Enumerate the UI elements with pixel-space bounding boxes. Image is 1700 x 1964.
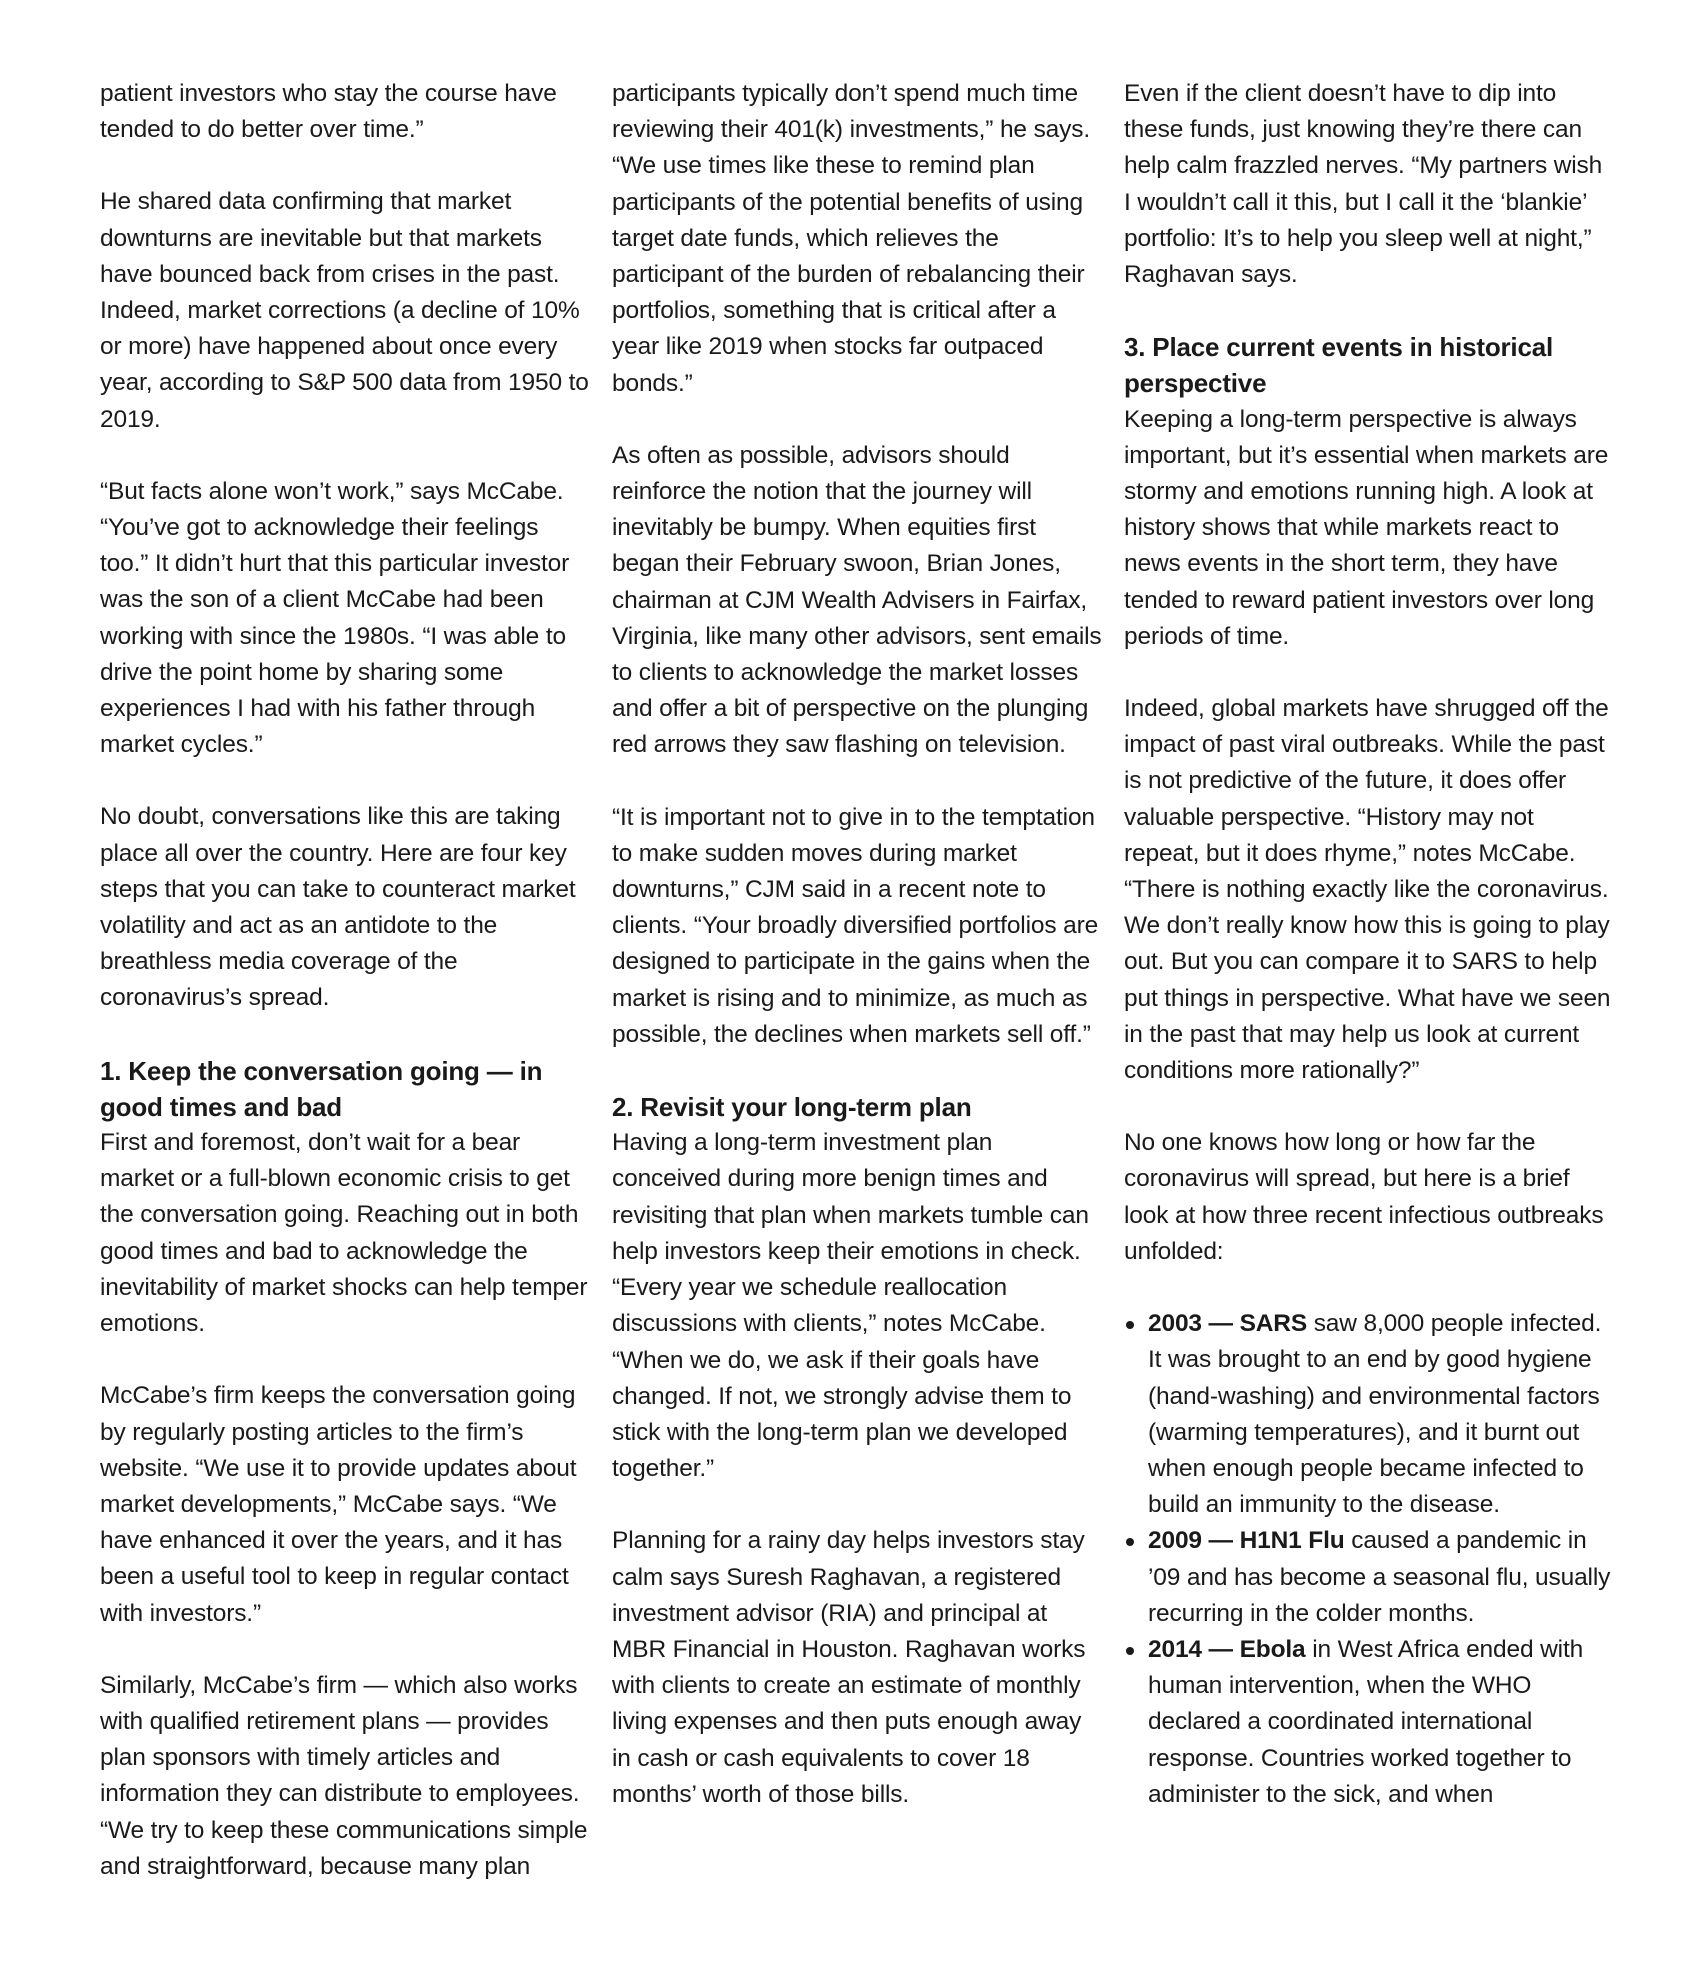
body-paragraph: participants typically don’t spend much time reviewing their 401(k) investments,” he says. “We use times like these to remind plan participants of the potential benefits of using target date funds, which relieves the participant of the burden of rebalancing their portfolios, something that is critical after a year like 2019 when stocks far outpaced bonds.” xyxy=(612,80,1090,397)
section-heading: 1. Keep the conversation going — in good times and bad xyxy=(100,1055,543,1122)
outbreak-label: 2009 — H1N1 Flu xyxy=(1148,1527,1345,1555)
outbreak-label: 2014 — Ebola xyxy=(1148,1635,1306,1663)
outbreak-list-item xyxy=(1124,1523,1614,1632)
body-paragraph: Planning for a rainy day helps investors stay calm says Suresh Raghavan, a registered investment advisor (RIA) and principal at MBR Financial in Houston. Raghavan works with clients to create an estimate of monthly living expenses and then puts enough away in cash or cash equivalents to cover 18 months’ worth of those bills. xyxy=(612,1527,1086,1808)
section-heading: 3. Place current events in historical perspective xyxy=(1124,332,1554,399)
section-heading: 2. Revisit your long-term plan xyxy=(612,1092,972,1123)
outbreak-description: caused a pandemic in ’09 and has become a seasonal flu, usually recurring in the colder months. xyxy=(1148,1527,1611,1627)
body-paragraph: Keeping a long-term perspective is always important, but it’s essential when markets are stormy and emotions running high. A look at history shows that while markets react to news events in the short term, they have tended to reward patient investors over long periods of time. xyxy=(1124,405,1609,650)
body-paragraph: Even if the client doesn’t have to dip into these funds, just knowing they’re there can help calm frazzled nerves. “My partners wish I wouldn’t call it this, but I call it the ‘blankie’ portfolio: It’s to help you sleep well at night,” Raghavan says. xyxy=(1124,80,1603,289)
text-column-1 xyxy=(100,76,590,1921)
outbreak-label: 2003 — SARS xyxy=(1148,1310,1308,1338)
body-paragraph: He shared data confirming that market downturns are inevitable but that markets have bounced back from crises in the past. Indeed, market corrections (a decline of 10% or more) have happened about once every year, according to S&P 500 data from 1950 to 2019. xyxy=(100,188,589,433)
outbreak-description: saw 8,000 people infected. It was brought to an end by good hygiene (hand-washing) and environmental factors (warming temperatures), and it burnt out when enough people became infected to build an immunity to the disease. xyxy=(1148,1310,1602,1519)
body-paragraph: No doubt, conversations like this are taking place all over the country. Here are four key steps that you can take to counteract market volatility and act as an antidote to the breathless media coverage of the coronavirus’s spread. xyxy=(100,803,576,1012)
body-paragraph: No one knows how long or how far the coronavirus will spread, but here is a brief look at how three recent infectious outbreaks unfolded: xyxy=(1124,1129,1604,1265)
body-paragraph: As often as possible, advisors should reinforce the notion that the journey will inevitably be bumpy. When equities first began their February swoon, Brian Jones, chairman at CJM Wealth Advisers in Fairfax, Virginia, like many other advisors, sent emails to clients to acknowledge the market losses and offer a bit of perspective on the plunging red arrows they saw flashing on television. xyxy=(612,441,1102,759)
outbreak-description: in West Africa ended with human intervention, when the WHO declared a coordinated international response. Countries worked together to administer to the sick, and when xyxy=(1148,1635,1584,1808)
text-column-2 xyxy=(612,76,1102,1849)
text-column-3 xyxy=(1124,76,1614,1813)
body-paragraph: Similarly, McCabe’s firm — which also works with qualified retirement plans — provides plan sponsors with timely articles and information they can distribute to employees. “We try to keep these communications simple and straightforward, because many plan xyxy=(100,1671,588,1880)
body-paragraph: Indeed, global markets have shrugged off the impact of past viral outbreaks. While the past is not predictive of the future, it does offer valuable perspective. “History may not repeat, but it does rhyme,” notes McCabe. “There is nothing exactly like the coronavirus. We don’t really know how this is going to play out. But you can compare it to SARS to help put things in perspective. What have we seen in the past that may help us look at current conditions more rationally?” xyxy=(1124,695,1611,1085)
body-paragraph: Having a long-term investment plan conceived during more benign times and revisiting that plan when markets tumble can help investors keep their emotions in check. “Every year we schedule reallocation discussions with clients,” notes McCabe. “When we do, we ask if their goals have changed. If not, we strongly advise them to stick with the long-term plan we developed together.” xyxy=(612,1129,1089,1483)
body-paragraph: “But facts alone won’t work,” says McCabe. “You’ve got to acknowledge their feelings too.” It didn’t hurt that this particular investor was the son of a client McCabe had been working with since the 1980s. “I was able to drive the point home by sharing some experiences I had with his father through market cycles.” xyxy=(100,477,570,759)
body-paragraph: “It is important not to give in to the temptation to make sudden moves during market downturns,” CJM said in a recent note to clients. “Your broadly diversified portfolios are designed to participate in the gains when the market is rising and to minimize, as much as possible, the declines when markets sell off.” xyxy=(612,803,1099,1048)
outbreak-list xyxy=(1124,1306,1614,1813)
body-paragraph: patient investors who stay the course have tended to do better over time.” xyxy=(100,80,557,144)
body-paragraph: McCabe’s firm keeps the conversation going by regularly posting articles to the firm’s website. “We use it to provide updates about market developments,” McCabe says. “We have enhanced it over the years, and it has been a useful tool to keep in regular contact with investors.” xyxy=(100,1382,577,1627)
outbreak-list-item xyxy=(1124,1632,1614,1813)
body-paragraph: First and foremost, don’t wait for a bear market or a full-blown economic crisis to get the conversation going. Reaching out in both good times and bad to acknowledge the inevitability of market shocks can help temper emotions. xyxy=(100,1129,588,1338)
outbreak-list-item xyxy=(1124,1306,1614,1523)
